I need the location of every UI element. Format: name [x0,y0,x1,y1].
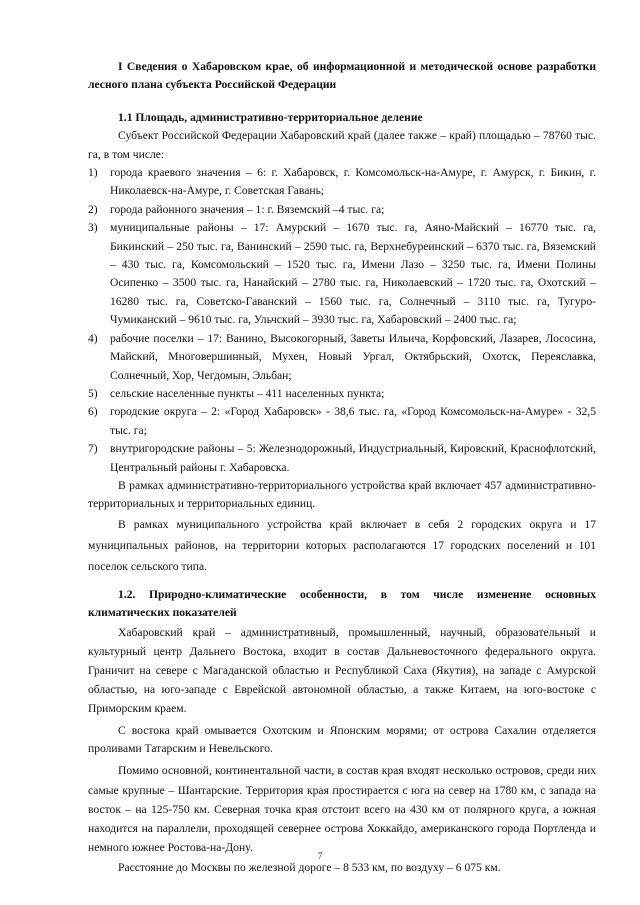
admin-structure-paragraph: В рамках административно-территориального устройства край включает 457 административно-территориальных и территориальных единиц. [88,478,596,511]
islands-paragraph: Помимо основной, континентальной части, в состав края входят несколько островов, среди них самые крупные – Шантарские. Территория края простирается с юга на север на 1780 км, с запада на восток – на 125-750 км. Северная точка края отстоит всего на 430 км от полярного круга, а южная находится на параллели, проходящей севернее острова Хоккайдо, американского города Портленда и немного южнее Ростова-на-Дону. [88,764,596,855]
document-page [88,58,596,878]
list-item-text: города районного значения – 1: г. Вяземский –4 тыс. га; [110,202,385,216]
list-item-text: города краевого значения – 6: г. Хабаровск, г. Комсомольск-на-Амуре, г. Амурск, г. Бикин, г. Николаевск-на-Амуре, г. Советская Гавань; [110,166,596,198]
distance-paragraph: Расстояние до Москвы по железной дороге – 8 533 км, по воздуху – 6 075 км. [118,861,501,875]
spacer [88,577,596,586]
list-item-number: 7) [88,442,98,456]
list-item [88,201,596,219]
list-item [88,219,596,329]
list-item [88,440,596,477]
list-item-text: рабочие поселки – 17: Ванино, Высокогорный, Заветы Ильича, Корфовский, Лазарев, Лососина, Майский, Многовершинный, Мухен, Новый Ургал, Октябрьский, Охотск, Переяславка, Солнечный, Хор, Чегдомын, Эльбан; [110,331,596,382]
list-item-number: 3) [88,221,98,235]
list-item [88,330,596,385]
territorial-list [88,164,596,477]
list-item-text: городские округа – 2: «Город Хабаровск» - 38,6 тыс. га, «Город Комсомольск-на-Амуре» - 32,5 тыс. га; [110,405,596,437]
list-item-number: 2) [88,202,98,216]
page-number: 7 [317,851,323,861]
list-item-text: муниципальные районы – 17: Амурский – 1670 тыс. га, Аяно-Майский – 16770 тыс. га, Бикинский – 250 тыс. га, Ванинский – 2590 тыс. га, Верхнебуреинский – 6370 тыс. га, Вяземский – 430 тыс. га, Комсомольский – 1520 тыс. га, Имени Лазо – 3250 тыс. га, Имени Полины Осипенко – 3500 тыс. га, Нанайский – 2780 тыс. га, Николаевский – 1720 тыс. га, Охотский – 16280 тыс. га, Советско-Гаванский – 1560 тыс. га, Солнечный – 3110 тыс. га, Тугуро-Чумиканский – 9610 тыс. га, Ульчский – 3930 тыс. га, Хабаровский – 2400 тыс. га; [110,221,596,327]
seas-paragraph: С востока край омывается Охотским и Японским морями; от острова Сахалин отделяется проливами Татарским и Невельского. [88,723,596,755]
section-1-title: I Сведения о Хабаровском крае, об информационной и методической основе разработки лесного плана субъекта Российской Федерации [88,60,596,92]
list-item-number: 1) [88,166,98,180]
list-item-text: внутригородские районы – 5: Железнодорожный, Индустриальный, Кировский, Краснофлотский, Центральный районы г. Хабаровска. [110,442,596,474]
list-item-number: 4) [88,331,98,345]
municipal-structure-paragraph: В рамках муниципального устройства край включает в себя 2 городских округа и 17 муниципальных районов, на территории которых располагаются 17 городских поселений и 101 поселок сельского типа. [88,517,596,573]
list-item-text: сельские населенные пункты – 411 населенных пункта; [110,386,385,400]
list-item [88,164,596,201]
intro-paragraph: Субъект Российской Федерации Хабаровский край (далее также – край) площадью – 78760 тыс. га, в том числе: [88,129,596,161]
list-item-number: 5) [88,386,98,400]
section-1-1-title: 1.1 Площадь, административно-территориальное деление [118,110,423,124]
spacer [88,95,596,109]
region-overview-paragraph: Хабаровский край – административный, промышленный, научный, образовательный и культурный центр Дальнего Востока, входит в состав Дальневосточного федерального округа. Граничит на севере с Магаданской областью и Республикой Саха (Якутия), на западе с Амурской областью, на юго-западе с Еврейской автономной областью, а также Китаем, на юго-востоке с Приморским краем. [88,625,596,716]
list-item [88,403,596,440]
list-item-number: 6) [88,405,98,419]
section-1-2-title: 1.2. Природно-климатические особенности, в том числе изменение основных климатических показателей [88,587,596,620]
list-item [88,385,596,403]
